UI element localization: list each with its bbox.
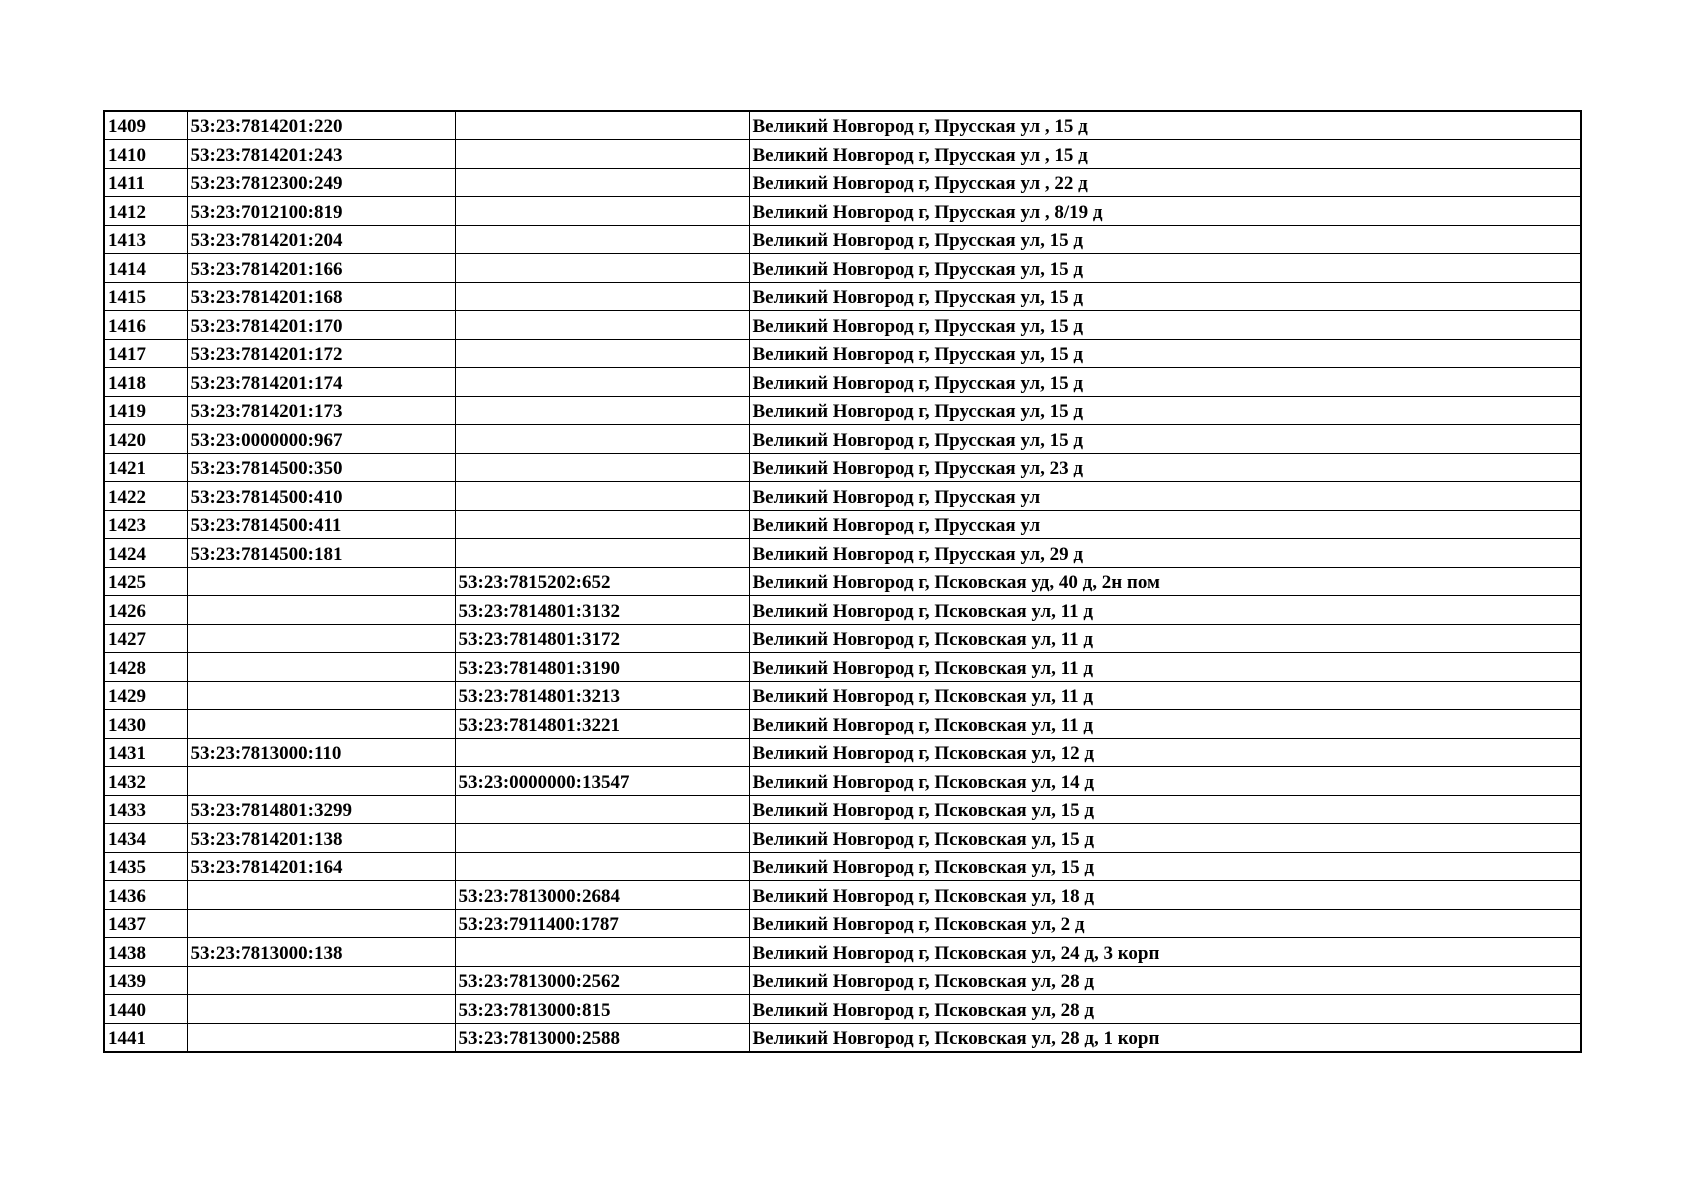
address-cell: Великий Новгород г, Прусская ул , 8/19 д: [749, 197, 1581, 226]
row-number-cell: 1435: [104, 852, 187, 881]
object-cadastral-number-cell: [455, 852, 749, 881]
row-number-cell: 1436: [104, 881, 187, 910]
row-number-cell: 1439: [104, 966, 187, 995]
address-cell: Великий Новгород г, Прусская ул, 15 д: [749, 339, 1581, 368]
land-cadastral-number-cell: 53:23:7814201:220: [187, 111, 455, 140]
row-number-cell: 1428: [104, 653, 187, 682]
row-number-cell: 1417: [104, 339, 187, 368]
row-number-cell: 1430: [104, 710, 187, 739]
address-cell: Великий Новгород г, Прусская ул, 15 д: [749, 368, 1581, 397]
object-cadastral-number-cell: 53:23:7815202:652: [455, 567, 749, 596]
land-cadastral-number-cell: [187, 966, 455, 995]
address-cell: Великий Новгород г, Псковская ул, 24 д, 3 корп: [749, 938, 1581, 967]
address-cell: Великий Новгород г, Прусская ул, 15 д: [749, 282, 1581, 311]
row-number-cell: 1433: [104, 795, 187, 824]
object-cadastral-number-cell: 53:23:0000000:13547: [455, 767, 749, 796]
table-row: [104, 795, 1581, 824]
object-cadastral-number-cell: [455, 111, 749, 140]
table-row: [104, 681, 1581, 710]
object-cadastral-number-cell: 53:23:7813000:2684: [455, 881, 749, 910]
row-number-cell: 1426: [104, 596, 187, 625]
table-row: [104, 1023, 1581, 1052]
object-cadastral-number-cell: [455, 824, 749, 853]
land-cadastral-number-cell: 53:23:7814500:411: [187, 510, 455, 539]
address-cell: Великий Новгород г, Прусская ул, 29 д: [749, 539, 1581, 568]
object-cadastral-number-cell: [455, 168, 749, 197]
land-cadastral-number-cell: 53:23:7814500:410: [187, 482, 455, 511]
table-row: [104, 738, 1581, 767]
address-cell: Великий Новгород г, Прусская ул, 23 д: [749, 453, 1581, 482]
land-cadastral-number-cell: [187, 881, 455, 910]
address-cell: Великий Новгород г, Псковская ул, 15 д: [749, 852, 1581, 881]
object-cadastral-number-cell: [455, 254, 749, 283]
registry-table-body: [104, 111, 1581, 1052]
object-cadastral-number-cell: 53:23:7813000:2588: [455, 1023, 749, 1052]
table-row: [104, 938, 1581, 967]
address-cell: Великий Новгород г, Прусская ул: [749, 510, 1581, 539]
land-cadastral-number-cell: 53:23:7814801:3299: [187, 795, 455, 824]
object-cadastral-number-cell: [455, 482, 749, 511]
address-cell: Великий Новгород г, Псковская ул, 18 д: [749, 881, 1581, 910]
row-number-cell: 1413: [104, 225, 187, 254]
table-row: [104, 140, 1581, 169]
table-row: [104, 282, 1581, 311]
table-row: [104, 995, 1581, 1024]
land-cadastral-number-cell: 53:23:7814201:164: [187, 852, 455, 881]
address-cell: Великий Новгород г, Псковская ул, 28 д, 1 корп: [749, 1023, 1581, 1052]
land-cadastral-number-cell: 53:23:7814201:174: [187, 368, 455, 397]
document-page: [103, 110, 1580, 1053]
table-row: [104, 453, 1581, 482]
address-cell: Великий Новгород г, Псковская ул, 28 д: [749, 995, 1581, 1024]
land-cadastral-number-cell: [187, 767, 455, 796]
address-cell: Великий Новгород г, Псковская уд, 40 д, 2н пом: [749, 567, 1581, 596]
row-number-cell: 1410: [104, 140, 187, 169]
land-cadastral-number-cell: [187, 909, 455, 938]
row-number-cell: 1420: [104, 425, 187, 454]
row-number-cell: 1415: [104, 282, 187, 311]
object-cadastral-number-cell: [455, 396, 749, 425]
land-cadastral-number-cell: 53:23:7814201:172: [187, 339, 455, 368]
object-cadastral-number-cell: [455, 311, 749, 340]
address-cell: Великий Новгород г, Псковская ул, 12 д: [749, 738, 1581, 767]
object-cadastral-number-cell: 53:23:7813000:2562: [455, 966, 749, 995]
object-cadastral-number-cell: 53:23:7814801:3213: [455, 681, 749, 710]
table-row: [104, 111, 1581, 140]
land-cadastral-number-cell: 53:23:7814201:173: [187, 396, 455, 425]
object-cadastral-number-cell: 53:23:7814801:3190: [455, 653, 749, 682]
address-cell: Великий Новгород г, Прусская ул, 15 д: [749, 425, 1581, 454]
table-row: [104, 567, 1581, 596]
address-cell: Великий Новгород г, Прусская ул, 15 д: [749, 254, 1581, 283]
address-cell: Великий Новгород г, Псковская ул, 14 д: [749, 767, 1581, 796]
address-cell: Великий Новгород г, Прусская ул , 15 д: [749, 140, 1581, 169]
land-cadastral-number-cell: [187, 995, 455, 1024]
row-number-cell: 1421: [104, 453, 187, 482]
land-cadastral-number-cell: 53:23:7813000:110: [187, 738, 455, 767]
address-cell: Великий Новгород г, Псковская ул, 28 д: [749, 966, 1581, 995]
table-row: [104, 881, 1581, 910]
address-cell: Великий Новгород г, Прусская ул , 15 д: [749, 111, 1581, 140]
table-row: [104, 311, 1581, 340]
row-number-cell: 1434: [104, 824, 187, 853]
object-cadastral-number-cell: [455, 453, 749, 482]
row-number-cell: 1440: [104, 995, 187, 1024]
row-number-cell: 1409: [104, 111, 187, 140]
table-row: [104, 596, 1581, 625]
address-cell: Великий Новгород г, Псковская ул, 15 д: [749, 795, 1581, 824]
land-cadastral-number-cell: 53:23:7814201:170: [187, 311, 455, 340]
row-number-cell: 1423: [104, 510, 187, 539]
object-cadastral-number-cell: [455, 738, 749, 767]
object-cadastral-number-cell: [455, 225, 749, 254]
row-number-cell: 1424: [104, 539, 187, 568]
row-number-cell: 1425: [104, 567, 187, 596]
land-cadastral-number-cell: 53:23:0000000:967: [187, 425, 455, 454]
table-row: [104, 824, 1581, 853]
object-cadastral-number-cell: [455, 197, 749, 226]
table-row: [104, 225, 1581, 254]
address-cell: Великий Новгород г, Псковская ул, 2 д: [749, 909, 1581, 938]
address-cell: Великий Новгород г, Псковская ул, 11 д: [749, 710, 1581, 739]
row-number-cell: 1429: [104, 681, 187, 710]
registry-table: [103, 110, 1582, 1053]
object-cadastral-number-cell: 53:23:7911400:1787: [455, 909, 749, 938]
table-row: [104, 653, 1581, 682]
object-cadastral-number-cell: 53:23:7814801:3172: [455, 624, 749, 653]
address-cell: Великий Новгород г, Прусская ул: [749, 482, 1581, 511]
address-cell: Великий Новгород г, Прусская ул, 15 д: [749, 225, 1581, 254]
address-cell: Великий Новгород г, Псковская ул, 11 д: [749, 681, 1581, 710]
row-number-cell: 1438: [104, 938, 187, 967]
table-row: [104, 197, 1581, 226]
object-cadastral-number-cell: [455, 510, 749, 539]
row-number-cell: 1422: [104, 482, 187, 511]
row-number-cell: 1416: [104, 311, 187, 340]
row-number-cell: 1441: [104, 1023, 187, 1052]
row-number-cell: 1431: [104, 738, 187, 767]
address-cell: Великий Новгород г, Псковская ул, 11 д: [749, 653, 1581, 682]
address-cell: Великий Новгород г, Псковская ул, 11 д: [749, 624, 1581, 653]
land-cadastral-number-cell: 53:23:7814201:204: [187, 225, 455, 254]
object-cadastral-number-cell: [455, 368, 749, 397]
table-row: [104, 168, 1581, 197]
land-cadastral-number-cell: [187, 624, 455, 653]
row-number-cell: 1419: [104, 396, 187, 425]
table-row: [104, 539, 1581, 568]
land-cadastral-number-cell: [187, 567, 455, 596]
object-cadastral-number-cell: [455, 140, 749, 169]
address-cell: Великий Новгород г, Псковская ул, 15 д: [749, 824, 1581, 853]
land-cadastral-number-cell: 53:23:7812300:249: [187, 168, 455, 197]
row-number-cell: 1427: [104, 624, 187, 653]
land-cadastral-number-cell: [187, 710, 455, 739]
object-cadastral-number-cell: [455, 539, 749, 568]
address-cell: Великий Новгород г, Псковская ул, 11 д: [749, 596, 1581, 625]
land-cadastral-number-cell: 53:23:7814201:166: [187, 254, 455, 283]
address-cell: Великий Новгород г, Прусская ул, 15 д: [749, 396, 1581, 425]
row-number-cell: 1432: [104, 767, 187, 796]
land-cadastral-number-cell: 53:23:7814201:243: [187, 140, 455, 169]
land-cadastral-number-cell: [187, 596, 455, 625]
object-cadastral-number-cell: [455, 795, 749, 824]
land-cadastral-number-cell: [187, 653, 455, 682]
table-row: [104, 909, 1581, 938]
row-number-cell: 1418: [104, 368, 187, 397]
object-cadastral-number-cell: [455, 339, 749, 368]
table-row: [104, 254, 1581, 283]
address-cell: Великий Новгород г, Прусская ул, 15 д: [749, 311, 1581, 340]
table-row: [104, 396, 1581, 425]
land-cadastral-number-cell: 53:23:7814500:350: [187, 453, 455, 482]
table-row: [104, 852, 1581, 881]
row-number-cell: 1437: [104, 909, 187, 938]
object-cadastral-number-cell: 53:23:7813000:815: [455, 995, 749, 1024]
land-cadastral-number-cell: [187, 1023, 455, 1052]
object-cadastral-number-cell: 53:23:7814801:3221: [455, 710, 749, 739]
row-number-cell: 1412: [104, 197, 187, 226]
land-cadastral-number-cell: 53:23:7012100:819: [187, 197, 455, 226]
object-cadastral-number-cell: [455, 938, 749, 967]
land-cadastral-number-cell: 53:23:7814201:138: [187, 824, 455, 853]
table-row: [104, 510, 1581, 539]
table-row: [104, 710, 1581, 739]
address-cell: Великий Новгород г, Прусская ул , 22 д: [749, 168, 1581, 197]
table-row: [104, 966, 1581, 995]
object-cadastral-number-cell: [455, 282, 749, 311]
object-cadastral-number-cell: 53:23:7814801:3132: [455, 596, 749, 625]
object-cadastral-number-cell: [455, 425, 749, 454]
table-row: [104, 767, 1581, 796]
row-number-cell: 1414: [104, 254, 187, 283]
table-row: [104, 482, 1581, 511]
table-row: [104, 425, 1581, 454]
land-cadastral-number-cell: [187, 681, 455, 710]
row-number-cell: 1411: [104, 168, 187, 197]
table-row: [104, 624, 1581, 653]
table-row: [104, 368, 1581, 397]
land-cadastral-number-cell: 53:23:7814500:181: [187, 539, 455, 568]
table-row: [104, 339, 1581, 368]
land-cadastral-number-cell: 53:23:7813000:138: [187, 938, 455, 967]
land-cadastral-number-cell: 53:23:7814201:168: [187, 282, 455, 311]
